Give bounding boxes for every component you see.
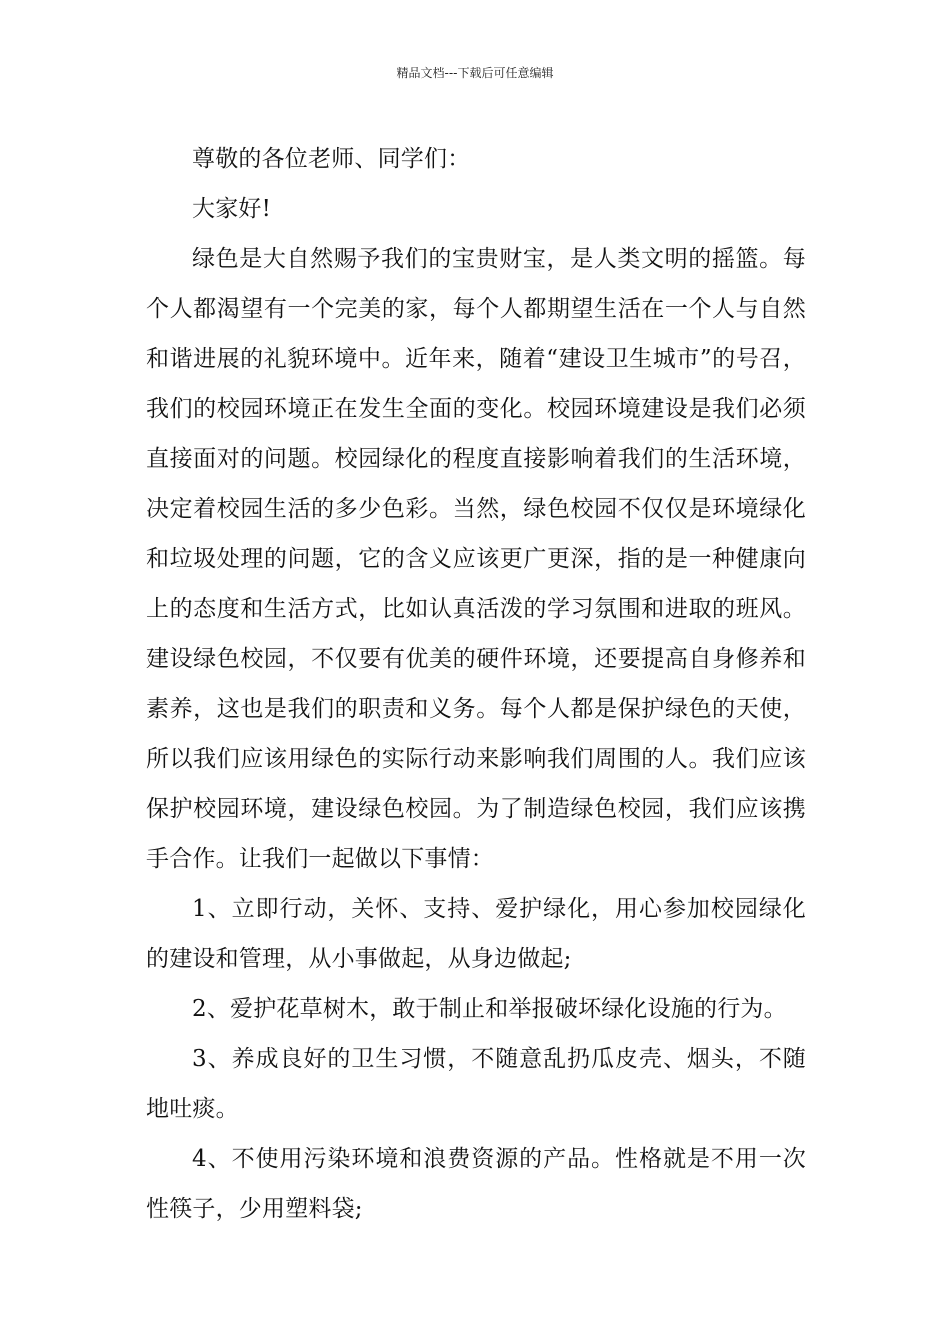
document-body	[146, 134, 806, 1234]
greeting: 大家好!	[192, 196, 272, 222]
list-item: 3、养成良好的卫生习惯，不随意乱扔瓜皮壳、烟头，不随地吐痰。	[146, 1046, 806, 1122]
salutation: 尊敬的各位老师、同学们：	[192, 146, 471, 172]
body-paragraph: 绿色是大自然赐予我们的宝贵财宝，是人类文明的摇篮。每个人都渴望有一个完美的家，每个人都期望生活在一个人与自然和谐进展的礼貌环境中。近年来，随着“建设卫生城市”的号召，我们的校园环境正在发生全面的变化。校园环境建设是我们必须直接面对的问题。校园绿化的程度直接影响着我们的生活环境，决定着校园生活的多少色彩。当然，绿色校园不仅仅是环境绿化和垃圾处理的问题，它的含义应该更广更深，指的是一种健康向上的态度和生活方式，比如认真活泼的学习氛围和进取的班风。建设绿色校园，不仅要有优美的硬件环境，还要提高自身修养和素养，这也是我们的职责和义务。每个人都是保护绿色的天使，所以我们应该用绿色的实际行动来影响我们周围的人。我们应该保护校园环境，建设绿色校园。为了制造绿色校园，我们应该携手合作。让我们一起做以下事情：	[146, 246, 806, 872]
list-item: 2、爱护花草树木，敢于制止和举报破坏绿化设施的行为。	[192, 996, 787, 1022]
page-header: 精品文档---下载后可任意编辑	[396, 66, 554, 80]
list-item: 4、不使用污染环境和浪费资源的产品。性格就是不用一次性筷子，少用塑料袋;	[146, 1146, 806, 1222]
list-item: 1、立即行动，关怀、支持、爱护绿化，用心参加校园绿化的建设和管理，从小事做起，从身边做起;	[146, 896, 806, 972]
